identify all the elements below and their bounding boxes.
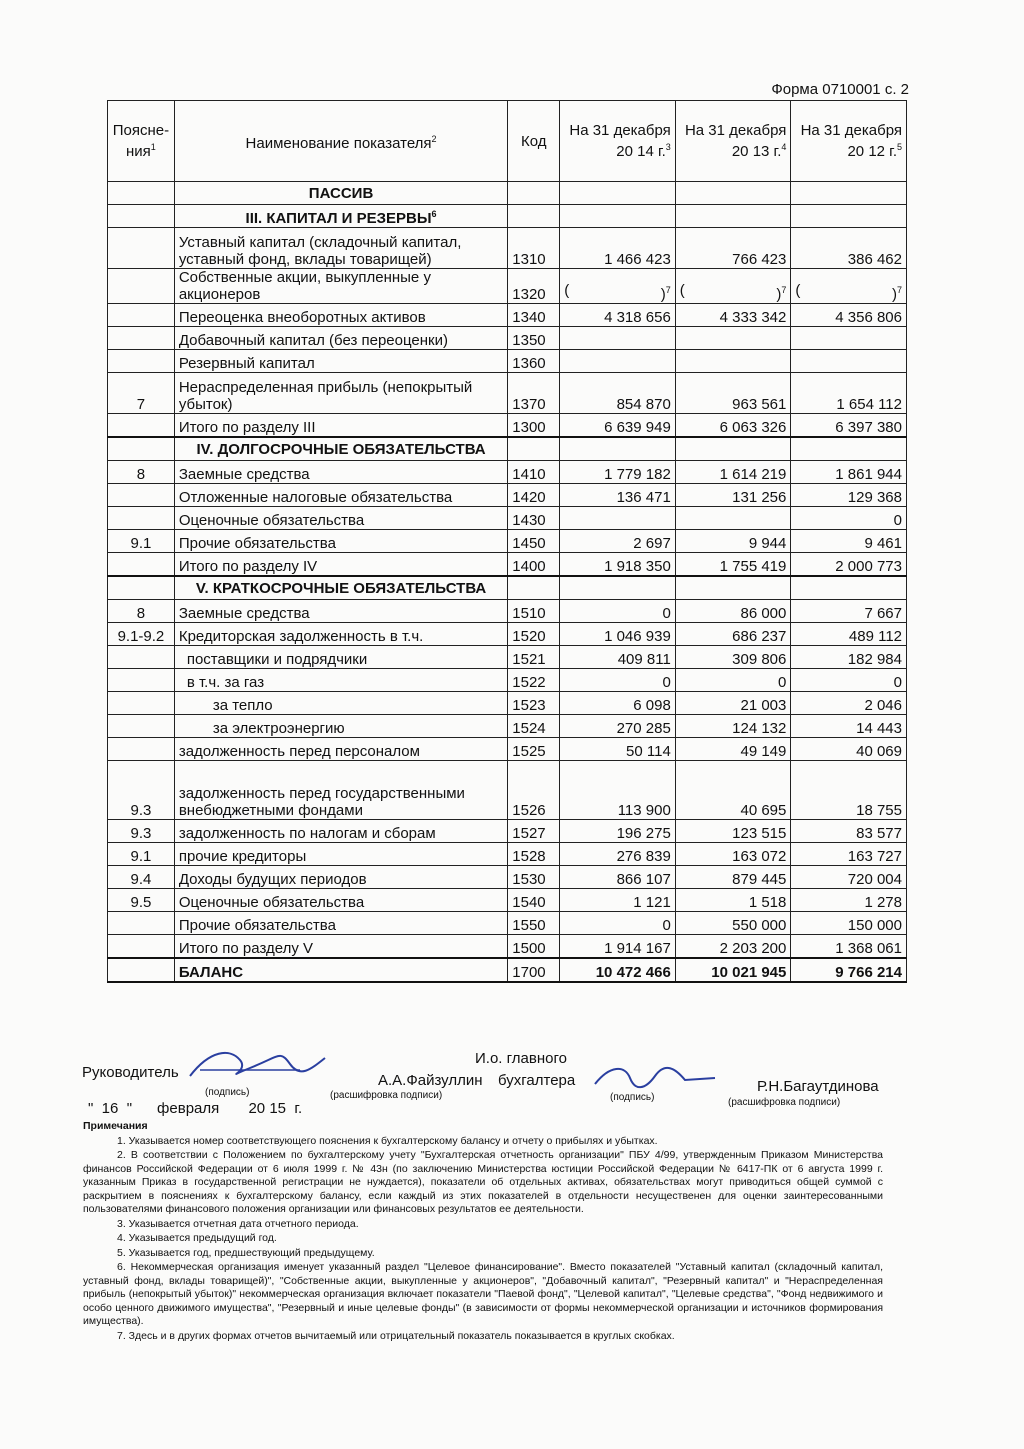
- row-value-v2: 10 021 945: [675, 958, 791, 982]
- footnote: 3. Указывается отчетная дата отчетного периода.: [117, 1217, 359, 1230]
- section-title: IV. ДОЛГОСРОЧНЫЕ ОБЯЗАТЕЛЬСТВА: [174, 437, 507, 461]
- table-row: [108, 715, 907, 738]
- row-name: прочие кредиторы: [174, 843, 507, 866]
- row-note: [108, 350, 175, 373]
- row-code: 1550: [508, 912, 560, 935]
- row-value-v1: 854 870: [560, 373, 676, 414]
- row-value-v2: 309 806: [675, 646, 791, 669]
- row-value-v3: 1 278: [791, 889, 907, 912]
- head-signature-icon: [180, 1040, 330, 1088]
- row-note: [108, 304, 175, 327]
- row-value-v1: [560, 327, 676, 350]
- row-value-v3: 14 443: [791, 715, 907, 738]
- row-note: [108, 958, 175, 982]
- row-value-v1: 1 121: [560, 889, 676, 912]
- row-name: Оценочные обязательства: [174, 507, 507, 530]
- row-value-v3: 2 046: [791, 692, 907, 715]
- section-row: [108, 182, 907, 205]
- row-value-v1: 1 779 182: [560, 461, 676, 484]
- section-title: V. КРАТКОСРОЧНЫЕ ОБЯЗАТЕЛЬСТВА: [174, 576, 507, 600]
- row-value-v3: 9 461: [791, 530, 907, 553]
- row-value-v2: 21 003: [675, 692, 791, 715]
- table-row: [108, 327, 907, 350]
- row-value-v1: 270 285: [560, 715, 676, 738]
- row-name: Итого по разделу III: [174, 414, 507, 438]
- footnote: 6. Некоммерческая организация именует указанный раздел "Целевое финансирование". Вместо показателей "Уставный капитал (складочный капитал, уставный фонд, вклады товарищей)", "Собственные акции, выкупленные у акционеров", "Добавочный капитал", "Резервный капитал" и "Нераспределенная прибыль (непокрытый убыток)" некоммерческая организация включает показатели "Паевой фонд", "Целевой капитал", "Целевые средства", "Фонд недвижимого и особо ценного движимого имущества", "Резервный и иные целевые фонды" (в зависимости от формы некоммерческой организации и источников формирования имущества).: [83, 1261, 883, 1327]
- row-value-v3: 150 000: [791, 912, 907, 935]
- row-code: 1360: [508, 350, 560, 373]
- head-sign-caption: (подпись): [205, 1087, 250, 1098]
- table-row: [108, 530, 907, 553]
- row-code: 1500: [508, 935, 560, 959]
- row-note: [108, 414, 175, 438]
- row-name: Собственные акции, выкупленные у акционеров: [174, 269, 507, 304]
- footnotes: [83, 1120, 883, 1344]
- row-value-v2: 6 063 326: [675, 414, 791, 438]
- header-col-2014: На 31 декабря 20 14 г.$^3$: [560, 101, 676, 182]
- footnotes-title: Примечания: [83, 1120, 148, 1132]
- row-value-v3: 40 069: [791, 738, 907, 761]
- row-code: 1310: [508, 228, 560, 269]
- row-value-v3: 386 462: [791, 228, 907, 269]
- row-value-v2: 131 256: [675, 484, 791, 507]
- form-number: Форма 0710001 с. 2: [771, 81, 909, 98]
- note-cell: [108, 437, 175, 461]
- row-code: 1521: [508, 646, 560, 669]
- empty-cell: [508, 576, 560, 600]
- table-row: [108, 414, 907, 438]
- row-value-v2: 163 072: [675, 843, 791, 866]
- row-code: 1522: [508, 669, 560, 692]
- table-row: [108, 738, 907, 761]
- row-value-v1: 276 839: [560, 843, 676, 866]
- row-note: [108, 269, 175, 304]
- table-row: [108, 461, 907, 484]
- row-value-v1: 1 046 939: [560, 623, 676, 646]
- row-code: 1420: [508, 484, 560, 507]
- row-name: Заемные средства: [174, 461, 507, 484]
- row-code: 1524: [508, 715, 560, 738]
- row-value-v2: 9 944: [675, 530, 791, 553]
- row-value-v1: 409 811: [560, 646, 676, 669]
- empty-cell: [675, 576, 791, 600]
- row-value-v1: 6 639 949: [560, 414, 676, 438]
- table-header-row: [108, 101, 907, 182]
- row-note: [108, 228, 175, 269]
- row-value-v2: 1 755 419: [675, 553, 791, 577]
- row-value-v3: 2 000 773: [791, 553, 907, 577]
- row-value-v2: 879 445: [675, 866, 791, 889]
- row-code: 1525: [508, 738, 560, 761]
- row-value-v3: 720 004: [791, 866, 907, 889]
- row-note: 9.3: [108, 820, 175, 843]
- row-name: в т.ч. за газ: [174, 669, 507, 692]
- row-name: Оценочные обязательства: [174, 889, 507, 912]
- table-row: [108, 958, 907, 982]
- section-row: [108, 205, 907, 228]
- row-value-v1: 866 107: [560, 866, 676, 889]
- row-code: 1527: [508, 820, 560, 843]
- table-row: [108, 304, 907, 327]
- footnote: 1. Указывается номер соответствующего пояснения к бухгалтерскому балансу и отчету о прибылях и убытках.: [117, 1134, 658, 1147]
- row-name: Добавочный капитал (без переоценки): [174, 327, 507, 350]
- row-value-v1: 0: [560, 669, 676, 692]
- row-name: Нераспределенная прибыль (непокрытый убыток): [174, 373, 507, 414]
- head-label: Руководитель: [82, 1064, 179, 1081]
- table-row: [108, 600, 907, 623]
- row-value-v2: 0: [675, 669, 791, 692]
- footnote: 7. Здесь и в других формах отчетов вычитаемый или отрицательный показатель показывается в круглых скобках.: [117, 1329, 675, 1342]
- row-value-v1: [560, 507, 676, 530]
- row-note: [108, 669, 175, 692]
- acc-label-1: И.о. главного: [475, 1050, 567, 1067]
- row-note: [108, 553, 175, 577]
- row-note: [108, 646, 175, 669]
- row-code: 1523: [508, 692, 560, 715]
- row-code: 1340: [508, 304, 560, 327]
- row-value-v1: 2 697: [560, 530, 676, 553]
- acc-name: Р.Н.Багаутдинова: [757, 1078, 879, 1095]
- row-value-v3: 7 667: [791, 600, 907, 623]
- row-name: Уставный капитал (складочный капитал, уставный фонд, вклады товарищей): [174, 228, 507, 269]
- section-row: [108, 437, 907, 461]
- row-name: за электроэнергию: [174, 715, 507, 738]
- row-value-v1: 1 918 350: [560, 553, 676, 577]
- table-row: [108, 889, 907, 912]
- table-row: [108, 484, 907, 507]
- section-row: [108, 576, 907, 600]
- row-note: 8: [108, 461, 175, 484]
- row-value-v3: 489 112: [791, 623, 907, 646]
- header-name: Наименование показателя$^2$: [174, 101, 507, 182]
- row-value-v2: 766 423: [675, 228, 791, 269]
- row-value-v2: 124 132: [675, 715, 791, 738]
- row-note: [108, 935, 175, 959]
- row-note: 7: [108, 373, 175, 414]
- row-value-v3: [791, 350, 907, 373]
- row-value-v2: 2 203 200: [675, 935, 791, 959]
- row-note: 9.1-9.2: [108, 623, 175, 646]
- row-note: [108, 484, 175, 507]
- table-row: [108, 553, 907, 577]
- row-value-v3: [791, 327, 907, 350]
- header-note: Поясне-ния$^1$: [108, 101, 175, 182]
- row-name: за тепло: [174, 692, 507, 715]
- row-name: поставщики и подрядчики: [174, 646, 507, 669]
- table-row: [108, 843, 907, 866]
- row-value-v3: 1 368 061: [791, 935, 907, 959]
- row-name: Итого по разделу V: [174, 935, 507, 959]
- table-row: [108, 228, 907, 269]
- row-name: задолженность по налогам и сборам: [174, 820, 507, 843]
- footnote: 4. Указывается предыдущий год.: [117, 1232, 277, 1244]
- row-note: [108, 738, 175, 761]
- row-value-v2: 686 237: [675, 623, 791, 646]
- row-value-v1: [560, 350, 676, 373]
- row-value-v1: 0: [560, 600, 676, 623]
- row-name: задолженность перед персоналом: [174, 738, 507, 761]
- row-value-v2: 86 000: [675, 600, 791, 623]
- row-value-v2: 123 515: [675, 820, 791, 843]
- row-note: 9.3: [108, 761, 175, 820]
- row-value-v3: 129 368: [791, 484, 907, 507]
- row-value-v3: 182 984: [791, 646, 907, 669]
- row-value-v2: 1 518: [675, 889, 791, 912]
- row-value-v3: 0: [791, 507, 907, 530]
- row-note: [108, 715, 175, 738]
- row-code: 1520: [508, 623, 560, 646]
- row-value-v2: [675, 350, 791, 373]
- empty-cell: [508, 437, 560, 461]
- row-value-v2: [675, 327, 791, 350]
- row-code: 1526: [508, 761, 560, 820]
- row-code: 1700: [508, 958, 560, 982]
- header-col-2012: На 31 декабря 20 12 г.$^5$: [791, 101, 907, 182]
- row-note: 9.1: [108, 843, 175, 866]
- row-value-v3: 163 727: [791, 843, 907, 866]
- row-value-v3: 1 654 112: [791, 373, 907, 414]
- acc-sign-caption: (подпись): [610, 1092, 655, 1103]
- table-row: [108, 269, 907, 304]
- row-code: 1400: [508, 553, 560, 577]
- table-row: [108, 820, 907, 843]
- row-note: 9.5: [108, 889, 175, 912]
- row-note: 9.4: [108, 866, 175, 889]
- empty-cell: [560, 576, 676, 600]
- row-value-v2: [675, 507, 791, 530]
- note-cell: [108, 576, 175, 600]
- balance-table: [107, 100, 907, 983]
- row-value-v3: 4 356 806: [791, 304, 907, 327]
- table-row: [108, 373, 907, 414]
- row-value-v3: 1 861 944: [791, 461, 907, 484]
- row-code: 1370: [508, 373, 560, 414]
- row-code: 1528: [508, 843, 560, 866]
- row-code: 1530: [508, 866, 560, 889]
- head-decode-caption: (расшифровка подписи): [330, 1090, 443, 1101]
- row-value-v3: 83 577: [791, 820, 907, 843]
- row-name: Заемные средства: [174, 600, 507, 623]
- footnote: 2. В соответствии с Положением по бухгалтерскому учету "Бухгалтерская отчетность организации" ПБУ 4/99, утвержденным Приказом Министерства финансов Российской Федерации от 6 июля 1999 г. № 43н (по заключению Министерства юстиции Российской Федерации № 6417-ПК от 6 августа 1999 г. указанным Приказ в государственной регистрации не нуждается), показатели об отдельных активах, обязательствах могут приводиться общей суммой с раскрытием в пояснениях к бухгалтерскому балансу, если каждый из этих показателей в отдельности несущественен для оценки заинтересованными пользователями финансового положения организации или финансовых результатов ее деятельности.: [83, 1149, 883, 1215]
- header-code: Код: [508, 101, 560, 182]
- row-code: 1320: [508, 269, 560, 304]
- accountant-signature-icon: [590, 1060, 720, 1096]
- empty-cell: [560, 437, 676, 461]
- row-value-v2: 4 333 342: [675, 304, 791, 327]
- row-value-v1: 196 275: [560, 820, 676, 843]
- row-value-v1: ( )$^7$: [560, 269, 676, 304]
- row-value-v1: 4 318 656: [560, 304, 676, 327]
- table-row: [108, 912, 907, 935]
- row-name: Резервный капитал: [174, 350, 507, 373]
- row-note: [108, 327, 175, 350]
- row-value-v2: 40 695: [675, 761, 791, 820]
- table-row: [108, 623, 907, 646]
- row-value-v3: 6 397 380: [791, 414, 907, 438]
- row-value-v2: 550 000: [675, 912, 791, 935]
- empty-cell: [675, 437, 791, 461]
- row-code: 1450: [508, 530, 560, 553]
- table-row: [108, 350, 907, 373]
- head-name: А.А.Файзуллин: [378, 1072, 483, 1089]
- row-note: 9.1: [108, 530, 175, 553]
- row-note: [108, 507, 175, 530]
- row-value-v3: 18 755: [791, 761, 907, 820]
- row-value-v1: 50 114: [560, 738, 676, 761]
- row-value-v2: 1 614 219: [675, 461, 791, 484]
- row-value-v2: ( )$^7$: [675, 269, 791, 304]
- row-value-v1: 136 471: [560, 484, 676, 507]
- row-name: Доходы будущих периодов: [174, 866, 507, 889]
- row-note: [108, 692, 175, 715]
- date-line: " 16 " февраля 20 15 г.: [88, 1100, 303, 1117]
- row-name: Итого по разделу IV: [174, 553, 507, 577]
- row-name: Кредиторская задолженность в т.ч.: [174, 623, 507, 646]
- header-col-2013: На 31 декабря 20 13 г.$^4$: [675, 101, 791, 182]
- row-value-v3: ( )$^7$: [791, 269, 907, 304]
- table-row: [108, 507, 907, 530]
- row-code: 1430: [508, 507, 560, 530]
- row-code: 1410: [508, 461, 560, 484]
- row-value-v1: 113 900: [560, 761, 676, 820]
- table-row: [108, 646, 907, 669]
- row-value-v1: 0: [560, 912, 676, 935]
- section-capital: III. КАПИТАЛ И РЕЗЕРВЫ$^6$: [174, 205, 507, 228]
- row-value-v1: 10 472 466: [560, 958, 676, 982]
- table-row: [108, 866, 907, 889]
- acc-decode-caption: (расшифровка подписи): [728, 1097, 841, 1108]
- empty-cell: [791, 437, 907, 461]
- row-name: задолженность перед государственными внебюджетными фондами: [174, 761, 507, 820]
- table-row: [108, 935, 907, 959]
- row-code: 1510: [508, 600, 560, 623]
- row-value-v1: 1 914 167: [560, 935, 676, 959]
- row-code: 1350: [508, 327, 560, 350]
- row-value-v2: 49 149: [675, 738, 791, 761]
- table-row: [108, 692, 907, 715]
- row-code: 1540: [508, 889, 560, 912]
- row-note: 8: [108, 600, 175, 623]
- row-value-v1: 6 098: [560, 692, 676, 715]
- acc-label-2: бухгалтера: [498, 1072, 576, 1089]
- footnote: 5. Указывается год, предшествующий предыдущему.: [117, 1246, 375, 1259]
- row-value-v2: 963 561: [675, 373, 791, 414]
- row-name: Прочие обязательства: [174, 912, 507, 935]
- row-name: Отложенные налоговые обязательства: [174, 484, 507, 507]
- row-value-v1: 1 466 423: [560, 228, 676, 269]
- empty-cell: [791, 576, 907, 600]
- row-code: 1300: [508, 414, 560, 438]
- row-note: [108, 912, 175, 935]
- table-row: [108, 761, 907, 820]
- row-value-v3: 9 766 214: [791, 958, 907, 982]
- row-value-v3: 0: [791, 669, 907, 692]
- row-name: Переоценка внеоборотных активов: [174, 304, 507, 327]
- section-passive: ПАССИВ: [174, 182, 507, 205]
- row-name: БАЛАНС: [174, 958, 507, 982]
- table-row: [108, 669, 907, 692]
- row-name: Прочие обязательства: [174, 530, 507, 553]
